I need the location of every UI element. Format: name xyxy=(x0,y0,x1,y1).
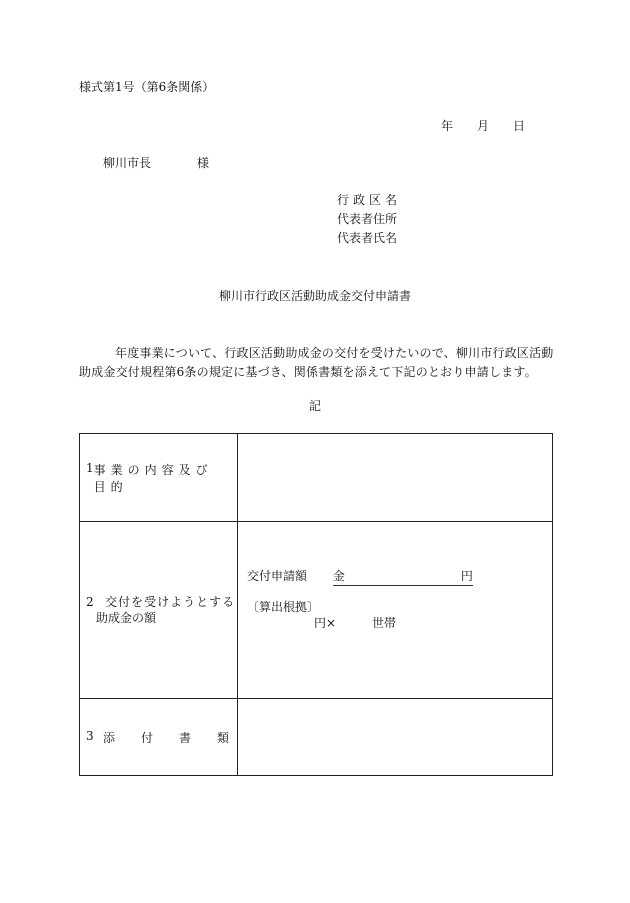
households-mark: 世帯 xyxy=(372,616,397,630)
attachments-label xyxy=(86,728,255,746)
row2-label-line2: 助成金の額 xyxy=(96,611,157,625)
table-row-purpose xyxy=(80,434,553,522)
district-name-label: 行政区名 xyxy=(337,193,402,207)
amount-label xyxy=(86,594,237,626)
applicant-block xyxy=(337,194,401,251)
body-paragraph xyxy=(79,344,556,382)
form-number: 様式第1号（第6条関係） xyxy=(79,80,215,94)
addressee-honorific: 様 xyxy=(197,156,210,170)
addressee-mayor: 柳川市長 xyxy=(103,156,152,170)
attachments-content-cell[interactable] xyxy=(238,699,553,776)
amount-label-line1 xyxy=(86,594,237,610)
ki-heading: 記 xyxy=(308,399,321,413)
table-row-amount xyxy=(80,522,553,699)
row3-label: 添付書類 xyxy=(102,730,255,745)
table-row-attachments xyxy=(80,699,553,776)
kin-mark: 金 xyxy=(332,569,345,583)
request-amount-field[interactable] xyxy=(333,567,473,586)
application-table xyxy=(79,433,553,776)
date-day: 日 xyxy=(513,119,526,133)
attachments-label-cell xyxy=(80,699,255,776)
rep-address-label: 代表者住所 xyxy=(337,212,398,226)
row2-number: 2 xyxy=(86,595,94,609)
purpose-label xyxy=(86,461,237,495)
purpose-content-cell[interactable] xyxy=(238,434,553,522)
purpose-label-cell xyxy=(80,434,238,522)
row3-number: 3 xyxy=(86,728,94,743)
yen-times-mark: 円× xyxy=(314,616,337,630)
calculation-basis-label: 〔算出根拠〕 xyxy=(247,600,320,614)
request-amount-label: 交付申請額 xyxy=(247,569,308,583)
date-year: 年 xyxy=(441,119,454,133)
amount-label-cell xyxy=(80,522,238,699)
date-line xyxy=(441,120,525,132)
rep-name-label: 代表者氏名 xyxy=(337,231,398,245)
row1-number: 1 xyxy=(86,460,94,475)
calculation-line[interactable] xyxy=(314,614,396,631)
request-amount-line xyxy=(247,567,473,586)
document-title: 柳川市行政区活動助成金交付申請書 xyxy=(218,289,411,303)
date-month: 月 xyxy=(477,119,490,133)
row2-label-line1: 交付を受けようとする xyxy=(105,595,236,609)
row1-label: 事業の内容及び目的 xyxy=(93,462,213,494)
amount-content-cell xyxy=(238,522,553,699)
yen-mark: 円 xyxy=(460,569,473,583)
addressee xyxy=(103,157,209,169)
body-paragraph-text: 年度事業について、行政区活動助成金の交付を受けたいので、柳川市行政区活動助成金交付規程第6条の規定に基づき、関係書類を添えて下記のとおり申請します。 xyxy=(79,346,554,379)
